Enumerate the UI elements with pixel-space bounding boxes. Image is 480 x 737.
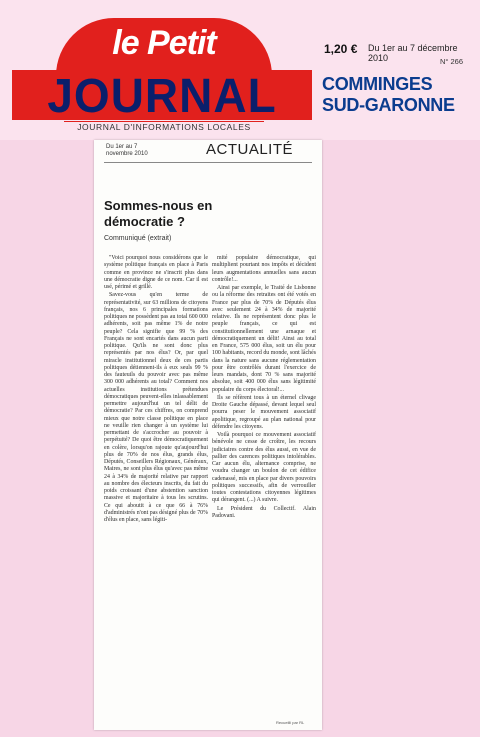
paragraph: Ainsi par exemple, le Traité de Lisbonne ou la réforme des retraites ont été votés en France par plus de 70% de Députés élus avec seulement 24 à 34% de majorité relative. Ils ne représentent donc plus le peuple français, ce qui est constitutionnellement une arnaque et démocratiquement un délit! Ainsi au total en France, 575 000 élus, soit un élu pour 100 habitants, record du monde, sont lâchés dans la nature sans aucune réglementation pour être contrôlés durant l'exercice de leurs mandats, dont 70 % sans majorité absolue, soit 400 000 élus sans légitimité populaire du corps électoral!... [212,285,316,393]
headline-line-2: démocratie ? [104,214,185,229]
headline-line-1: Sommes-nous en [104,198,213,213]
section-rubric: ACTUALITÉ [206,141,294,158]
issue-number: N° 266 [440,57,464,66]
paragraph: "Voici pourquoi nous considérons que le système politique français en place à Paris comme en province ne s'inscrit plus dans une démocratie digne de ce nom. Car il est usé, périmé et grillé. [104,255,208,290]
article-subhead: Communiqué (extrait) [104,235,172,242]
dateline-line-1: Du 1er au 7 [106,144,138,150]
rubric-divider [104,162,312,163]
issue-price: 1,20 € [324,42,358,56]
logo-small-text: le Petit [112,24,216,62]
article-clipping [94,140,322,730]
logo-tagline: JOURNAL D'INFORMATIONS LOCALES [64,121,264,134]
article-column-right [212,255,316,521]
article-credit: Recueilli par RL [276,720,305,725]
paragraph: Savez-vous qu'en terme de représentativité, sur 63 millions de citoyens français, nos 6 principales formations politiques ne possèdent pas au total 600 000 adhérents, soit pas même 1% de notre peuple? Cela signifie que 99 % des Français ne sont encartés dans aucun parti politique. Qu'ils ne sont donc plus représentés par nos élus? Or, par quel miracle institutionnel deux de ces partis politiques détiennent-ils à eux seuls 99 % des fauteuils du pouvoir avec pas même 300 000 adhérents au total? Comment nos actuelles institutions prétendues démocratiques peuvent-elles inlassablement permettre aujourd'hui un tel délit de démocratie? Par ces chiffres, on comprend mieux que notre classe politique en place ne veuille rien changer à un système lui permettant de s'accrocher au pouvoir à perpétuité? De quoi être démocratiquement en colère, lorsqu'on rajoute qu'aujourd'hui plus de 70% de nos élus, grands élus, Députés, Conseillers Régionaux, Généraux, Maires, ne sont plus élus qu'avec pas même 24 à 34% de majorité relative par rapport au nombre des électeurs inscrits, du fait du poids croissant d'une abstention sanction massive et majoritaire à tous les scrutins. Ce qui aboutit à ce que 66 à 76% d'administrés n'ont pas désigné plus de 70% d'élus en place, sans légiti- [104,292,208,523]
logo-big-text: JOURNAL [47,67,277,123]
issue-date: Du 1er au 7 décembre 2010 [368,43,458,63]
paragraph: Ils se réfèrent tous à un éternel clivage Droite Gauche dépassé, devant lequel seul pourra peser le mouvement associatif apolitique, regroupé au plan national pour défendre les citoyens. [212,394,316,430]
dateline-line-2: novembre 2010 [106,151,148,157]
article-headline [104,198,304,230]
paragraph: Voilà pourquoi ce mouvement associatif bénévole ne cesse de croître, les recours judiciaires contre des élus aussi, en vue de pallier des carences politiques intolérables. Car aucun élu, alternance comprise, ne voudra changer un boulon de cet édifice cadenassé, mis en place par divers pouvoirs politiques successifs, afin de verrouiller toutes contestations citoyennes légitimes qui dérangent. (...) A suivre. [212,432,316,504]
edition-line-1: COMMINGES [322,74,433,94]
signature-paragraph: Le Président du Collectif. Alain Padovani. [212,505,316,519]
edition-line-2: SUD-GARONNE [322,95,455,115]
paragraph: mité populaire démocratique, qui multiplient pourtant nos impôts et décident leurs augmentations annuelles sans aucun contrôle!... [212,255,316,283]
masthead [0,0,480,140]
article-dateline [106,144,176,158]
edition-name [322,74,478,116]
newspaper-logo [12,18,312,130]
article-column-left [104,255,208,525]
